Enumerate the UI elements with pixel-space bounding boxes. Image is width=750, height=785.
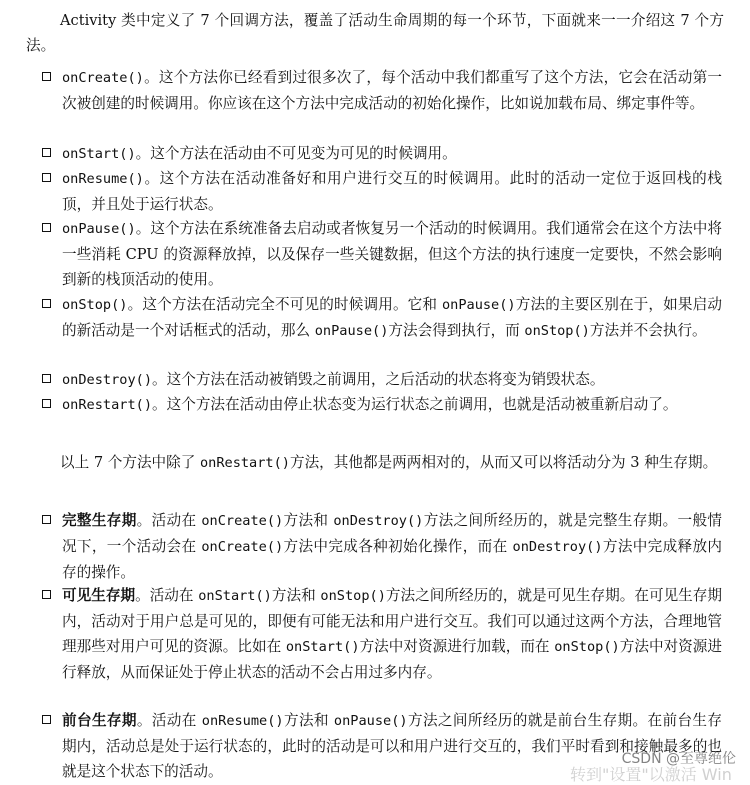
lifetime-text: 方法和 — [283, 712, 334, 729]
inline-code: onDestroy() — [333, 513, 424, 529]
inline-code: onStart() — [285, 639, 360, 655]
inline-code: onStop() — [524, 323, 590, 339]
list-item-onresume — [62, 166, 722, 217]
intro-paragraph — [26, 8, 724, 58]
intro-text: Activity 类中定义了 7 个回调方法，覆盖了活动生命周期的每一个环节，下面就来一一介绍这 7 个方法。 — [26, 12, 724, 54]
method-description: 。这个方法在活动由不可见变为可见的时候调用。 — [135, 145, 457, 162]
method-name: onRestart() — [62, 397, 153, 413]
checkbox-bullet-icon — [42, 173, 51, 182]
lifetime-text: 。活动在 — [136, 712, 202, 729]
checkbox-bullet-icon — [42, 148, 51, 157]
inline-code: onResume() — [201, 713, 284, 729]
list-item-ondestroy — [62, 367, 722, 393]
method-name: onPause() — [62, 221, 136, 237]
summary-paragraph — [26, 450, 724, 476]
list-item-onstart — [62, 141, 722, 167]
lifetime-title: 完整生存期 — [62, 512, 137, 529]
checkbox-bullet-icon — [42, 590, 51, 599]
lifetime-title: 可见生存期 — [62, 587, 136, 604]
inline-code: onRestart() — [199, 455, 290, 471]
checkbox-bullet-icon — [42, 72, 51, 81]
method-description: 。这个方法你已经看到过很多次了，每个活动中我们都重写了这个方法，它会在活动第一次被创建的时候调用。你应该在这个方法中完成活动的初始化操作，比如说加载布局、绑定事件等。 — [62, 69, 722, 112]
list-item-oncreate — [62, 65, 722, 116]
inline-code: onPause() — [333, 713, 408, 729]
lifetime-text: 方法中完成释放内存的操作。 — [62, 538, 723, 581]
inline-code: onCreate() — [201, 513, 284, 529]
lifetime-text: 方法之间所经历的，就是可见生存期。在可见生存期内，活动对于用户总是可见的，即便有可能无法和用户进行交互。我们可以通过这两个方法，合理地管理那些对用户可见的资源。比如在 — [62, 587, 723, 655]
method-name: onStart() — [62, 146, 136, 162]
method-description: 。这个方法在活动由停止状态变为运行状态之前调用，也就是活动被重新启动了。 — [152, 396, 678, 413]
method-name: onCreate() — [62, 70, 144, 86]
checkbox-bullet-icon — [42, 399, 51, 408]
lifetime-text: 方法中完成各种初始化操作，而在 — [283, 538, 513, 555]
lifetime-text: 方法之间所经历的就是前台生存期。在前台生存期内，活动总是处于运行状态的，此时的活动是可以和用户进行交互的，我们平时看到和接触最多的也就是这个状态下的活动。 — [62, 712, 722, 780]
method-description: 方法的主要区别在于，如果启动的新活动是一个对话框式的活动，那么 — [62, 296, 722, 339]
inline-code: onCreate() — [201, 539, 284, 555]
activation-watermark: 转到"设置"以激活 Win — [570, 765, 732, 784]
method-name: onResume() — [62, 171, 144, 187]
checkbox-bullet-icon — [42, 223, 51, 232]
lifetime-text: 方法中对资源进行加载，而在 — [359, 638, 555, 655]
summary-text: 以上 7 个方法中除了 — [60, 454, 200, 471]
summary-text: 方法，其他都是两两相对的，从而又可以将活动分为 3 种生存期。 — [289, 454, 718, 471]
method-name: onStop() — [62, 297, 128, 313]
lifetime-text: 方法和 — [271, 587, 321, 604]
checkbox-bullet-icon — [42, 299, 51, 308]
method-description: 。这个方法在活动完全不可见的时候调用。它和 — [127, 296, 442, 313]
inline-code: onStop() — [320, 588, 386, 604]
method-description: 。这个方法在系统准备去启动或者恢复另一个活动的时候调用。我们通常会在这个方法中将一些消耗 CPU 的资源释放掉，以及保存一些关键数据，但这个方法的执行速度一定要快，不然会影响到新的栈顶活动的使用。 — [62, 220, 722, 288]
lifetime-text: 。活动在 — [136, 512, 202, 529]
checkbox-bullet-icon — [42, 515, 51, 524]
checkbox-bullet-icon — [42, 374, 51, 383]
list-item-onpause — [62, 216, 722, 292]
inline-code: onPause() — [314, 323, 389, 339]
list-item-visible-lifetime — [62, 583, 722, 685]
inline-code: onStop() — [554, 639, 620, 655]
inline-code: onDestroy() — [512, 539, 603, 555]
lifetime-text: 方法中对资源进行释放，从而保证处于停止状态的活动不会占用过多内存。 — [62, 638, 723, 681]
method-description: 。这个方法在活动准备好和用户进行交互的时候调用。此时的活动一定位于返回栈的栈顶，并且处于运行状态。 — [62, 170, 722, 213]
list-item-onrestart — [62, 392, 722, 418]
list-item-entire-lifetime — [62, 508, 722, 585]
lifetime-text: 方法之间所经历的，就是完整生存期。一般情况下，一个活动会在 — [62, 512, 722, 555]
inline-code: onPause() — [441, 297, 516, 313]
lifetime-title: 前台生存期 — [62, 712, 137, 729]
method-description: 。这个方法在活动被销毁之前调用，之后活动的状态将变为销毁状态。 — [152, 371, 605, 388]
lifetime-text: 方法和 — [283, 512, 334, 529]
lifetime-text: 。活动在 — [135, 587, 199, 604]
method-name: onDestroy() — [62, 372, 153, 388]
method-description: 方法会得到执行，而 — [388, 322, 525, 339]
list-item-onstop — [62, 292, 722, 344]
inline-code: onStart() — [198, 588, 272, 604]
csdn-watermark: CSDN @至尊绝伦 — [621, 751, 736, 767]
method-description: 方法并不会执行。 — [589, 322, 707, 339]
checkbox-bullet-icon — [42, 715, 51, 724]
